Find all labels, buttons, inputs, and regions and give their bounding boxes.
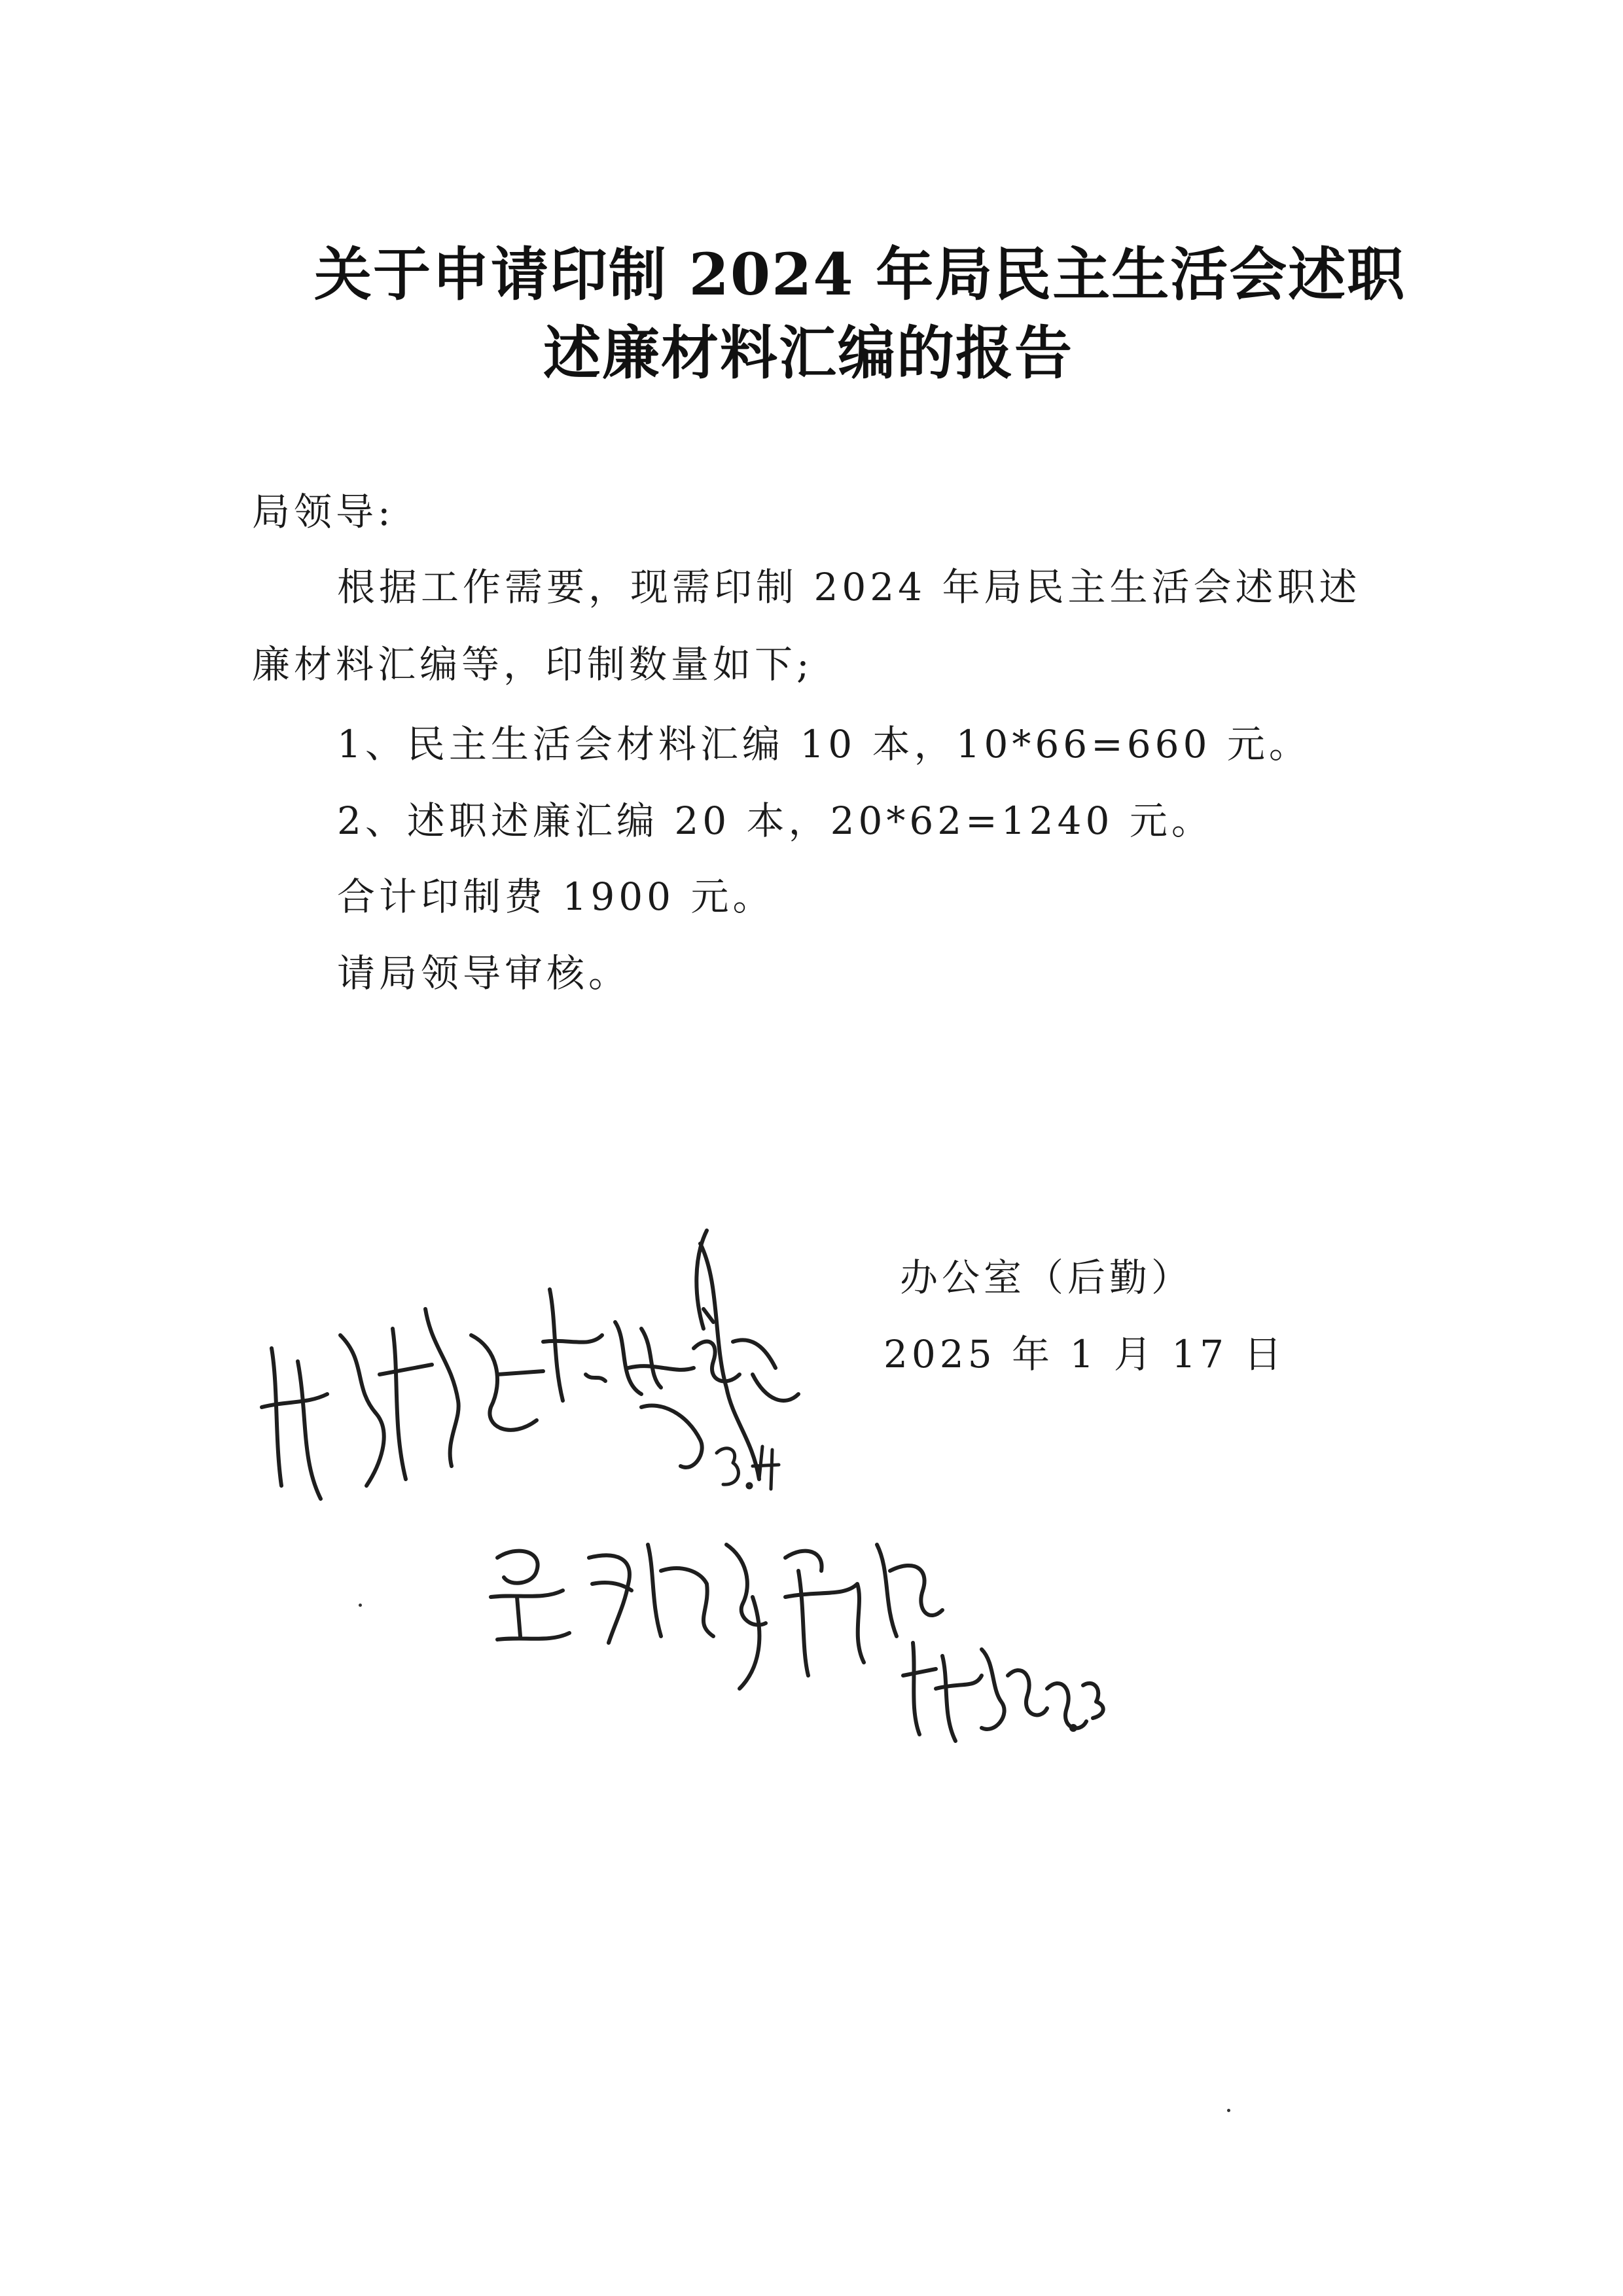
salutation: 局领导: <box>252 490 395 534</box>
sender-department: 办公室（后勤） <box>900 1255 1194 1300</box>
approval-comment-signature <box>262 1289 740 1499</box>
routing-comment-handwriting <box>491 1545 942 1689</box>
document-date: 2025 年 1 月 17 日 <box>883 1332 1286 1376</box>
list-item: 2、述职述廉汇编 20 本，20*62=1240 元。 <box>337 798 1213 843</box>
scan-speck <box>359 1604 362 1607</box>
request-line: 请局领导审核。 <box>337 951 631 996</box>
handwritten-date <box>717 1446 779 1489</box>
list-item: 1、民主生活会材料汇编 10 本，10*66=660 元。 <box>337 722 1311 766</box>
document-title-line1: 关于申请印制 2024 年局民主生活会述职 <box>314 240 1406 308</box>
document-title-line2: 述廉材料汇编的报告 <box>543 319 1074 387</box>
paragraph-line: 廉材料汇编等，印制数量如下; <box>252 642 813 687</box>
paragraph-line: 根据工作需要，现需印制 2024 年局民主生活会述职述 <box>337 565 1361 609</box>
scan-speck <box>1227 2109 1230 2112</box>
leader-signature <box>903 1643 1103 1741</box>
total-line: 合计印制费 1900 元。 <box>337 874 775 919</box>
